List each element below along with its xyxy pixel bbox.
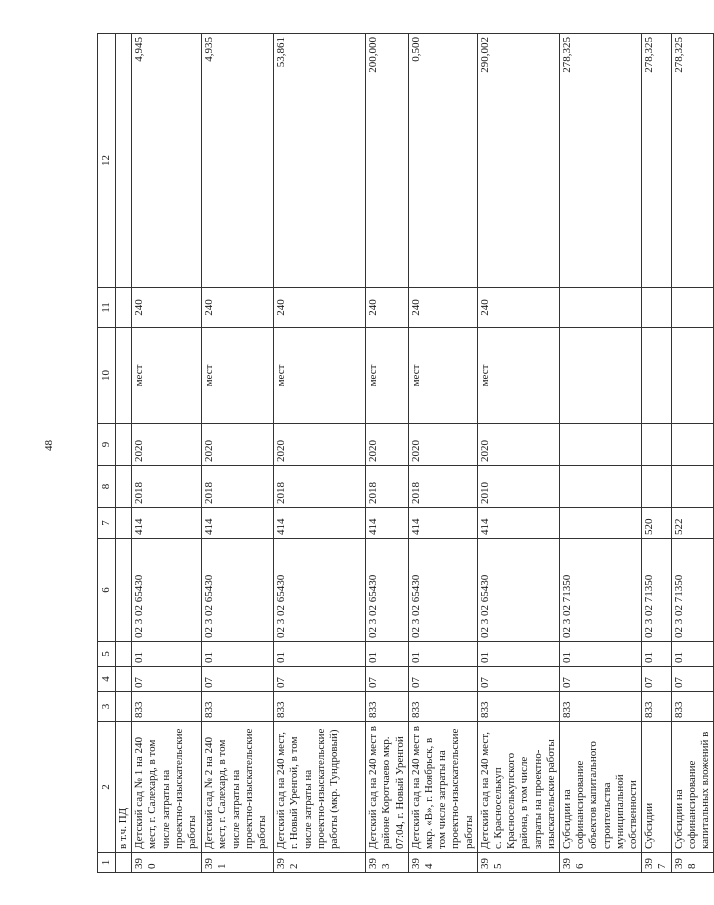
header-cell: 4 (98, 667, 116, 692)
object-name: Детский сад № 2 на 240 мест, г. Салехард, в том числе затраты на проектно-изыскательские работы (202, 722, 274, 853)
pd-row (116, 34, 132, 873)
header-cell: 12 (98, 34, 116, 288)
amount-value: 278,325 (642, 34, 671, 288)
col7-value: 414 (477, 508, 559, 539)
table-row (671, 34, 714, 873)
col11-value: 240 (202, 288, 274, 328)
col8-value: 2018 (366, 466, 409, 508)
col4-value: 07 (202, 667, 274, 692)
col5-value: 01 (408, 642, 477, 667)
col11-value (560, 288, 642, 328)
col8-value: 2010 (477, 466, 559, 508)
header-cell: 3 (98, 692, 116, 722)
col10-value (671, 328, 714, 424)
col10-value: мест (477, 328, 559, 424)
col10-value: мест (366, 328, 409, 424)
budget-table (97, 33, 714, 873)
col6-value: 02 3 02 65430 (477, 539, 559, 642)
rotated-page-content (97, 34, 712, 873)
header-cell: 5 (98, 642, 116, 667)
col4-value: 07 (477, 667, 559, 692)
header-cell: 7 (98, 508, 116, 539)
col11-value: 240 (408, 288, 477, 328)
col8-value (560, 466, 642, 508)
col11-value (642, 288, 671, 328)
col9-value: 2020 (274, 424, 366, 466)
col5-value: 01 (477, 642, 559, 667)
col7-value: 414 (274, 508, 366, 539)
header-cell: 11 (98, 288, 116, 328)
col3-value: 833 (366, 692, 409, 722)
row-number: 392 (274, 853, 366, 873)
col4-value: 07 (642, 667, 671, 692)
amount-value: 200,000 (366, 34, 409, 288)
col3-value: 833 (202, 692, 274, 722)
col9-value: 2020 (477, 424, 559, 466)
col4-value: 07 (132, 667, 202, 692)
row-number: 396 (560, 853, 642, 873)
col9-value: 2020 (408, 424, 477, 466)
col6-value: 02 3 02 65430 (408, 539, 477, 642)
col10-value: мест (202, 328, 274, 424)
row-number: 398 (671, 853, 714, 873)
header-cell: 2 (98, 722, 116, 853)
col7-value: 414 (202, 508, 274, 539)
object-name: Детский сад № 1 на 240 мест, г. Салехард, в том числе затраты на проектно-изыскательские работы (132, 722, 202, 853)
col3-value: 833 (132, 692, 202, 722)
col4-value: 07 (560, 667, 642, 692)
col6-value: 02 3 02 65430 (202, 539, 274, 642)
col7-value: 414 (366, 508, 409, 539)
col8-value: 2018 (408, 466, 477, 508)
amount-value: 278,325 (560, 34, 642, 288)
col6-value: 02 3 02 71350 (671, 539, 714, 642)
table-row (477, 34, 559, 873)
col9-value (642, 424, 671, 466)
col10-value: мест (408, 328, 477, 424)
col11-value: 240 (274, 288, 366, 328)
col5-value: 01 (202, 642, 274, 667)
col10-value (560, 328, 642, 424)
col6-value: 02 3 02 65430 (366, 539, 409, 642)
table-row (132, 34, 202, 873)
col3-value: 833 (477, 692, 559, 722)
header-cell: 6 (98, 539, 116, 642)
col3-value: 833 (560, 692, 642, 722)
header-cell: 1 (98, 853, 116, 873)
col6-value: 02 3 02 65430 (274, 539, 366, 642)
col4-value: 07 (671, 667, 714, 692)
col9-value: 2020 (202, 424, 274, 466)
table-row (408, 34, 477, 873)
object-name: Субсидии (642, 722, 671, 853)
col8-value: 2018 (274, 466, 366, 508)
row-number: 394 (408, 853, 477, 873)
col8-value (671, 466, 714, 508)
table-row (560, 34, 642, 873)
amount-value: 0,500 (408, 34, 477, 288)
amount-value: 278,325 (671, 34, 714, 288)
col10-value: мест (132, 328, 202, 424)
object-name: Детский сад на 240 мест в мкр. «В», г. Ноябрьск, в том числе затраты на проектно-изыскательские работы (408, 722, 477, 853)
pd-label: в т.ч. ПД (116, 722, 132, 853)
table-row (274, 34, 366, 873)
amount-value: 53,861 (274, 34, 366, 288)
col10-value: мест (274, 328, 366, 424)
col6-value: 02 3 02 71350 (560, 539, 642, 642)
amount-value: 290,002 (477, 34, 559, 288)
col11-value: 240 (477, 288, 559, 328)
col5-value: 01 (671, 642, 714, 667)
col10-value (642, 328, 671, 424)
amount-value: 4,945 (132, 34, 202, 288)
col9-value (671, 424, 714, 466)
col4-value: 07 (366, 667, 409, 692)
row-number: 395 (477, 853, 559, 873)
col5-value: 01 (366, 642, 409, 667)
col3-value: 833 (671, 692, 714, 722)
table-row (202, 34, 274, 873)
col9-value: 2020 (132, 424, 202, 466)
col4-value: 07 (408, 667, 477, 692)
col7-value: 520 (642, 508, 671, 539)
table-row (642, 34, 671, 873)
object-name: Детский сад на 240 мест, г. Новый Уренгой, в том числе затраты на проектно-изыскательские работы (мкр. Тундровый) (274, 722, 366, 853)
col8-value (642, 466, 671, 508)
amount-value: 4,935 (202, 34, 274, 288)
page-number: 48 (43, 440, 55, 451)
col11-value: 240 (366, 288, 409, 328)
row-number: 397 (642, 853, 671, 873)
table-row (366, 34, 409, 873)
col7-value: 414 (408, 508, 477, 539)
col3-value: 833 (642, 692, 671, 722)
col7-value: 414 (132, 508, 202, 539)
object-name: Детский сад на 240 мест, с. Красноселькуп Красноселькупского района, в том числе затраты на проектно-изыскательские работы (477, 722, 559, 853)
row-number: 390 (132, 853, 202, 873)
col3-value: 833 (274, 692, 366, 722)
object-name: Детский сад на 240 мест в районе Коротчаево мкр. 07:04, г. Новый Уренгой (366, 722, 409, 853)
col11-value: 240 (132, 288, 202, 328)
row-number: 391 (202, 853, 274, 873)
table-body (132, 34, 714, 873)
header-row (98, 34, 116, 873)
col5-value: 01 (132, 642, 202, 667)
col9-value (560, 424, 642, 466)
col9-value: 2020 (366, 424, 409, 466)
col5-value: 01 (274, 642, 366, 667)
col3-value: 833 (408, 692, 477, 722)
object-name: Субсидии на софинансирование объектов капитального строительства муниципальной собственности (560, 722, 642, 853)
object-name: Субсидии на софинансирование капитальных вложений в (671, 722, 714, 853)
col7-value: 522 (671, 508, 714, 539)
header-cell: 8 (98, 466, 116, 508)
row-number: 393 (366, 853, 409, 873)
col5-value: 01 (642, 642, 671, 667)
col5-value: 01 (560, 642, 642, 667)
header-cell: 9 (98, 424, 116, 466)
col8-value: 2018 (202, 466, 274, 508)
col11-value (671, 288, 714, 328)
col4-value: 07 (274, 667, 366, 692)
col6-value: 02 3 02 71350 (642, 539, 671, 642)
header-cell: 10 (98, 328, 116, 424)
col6-value: 02 3 02 65430 (132, 539, 202, 642)
col7-value (560, 508, 642, 539)
col8-value: 2018 (132, 466, 202, 508)
